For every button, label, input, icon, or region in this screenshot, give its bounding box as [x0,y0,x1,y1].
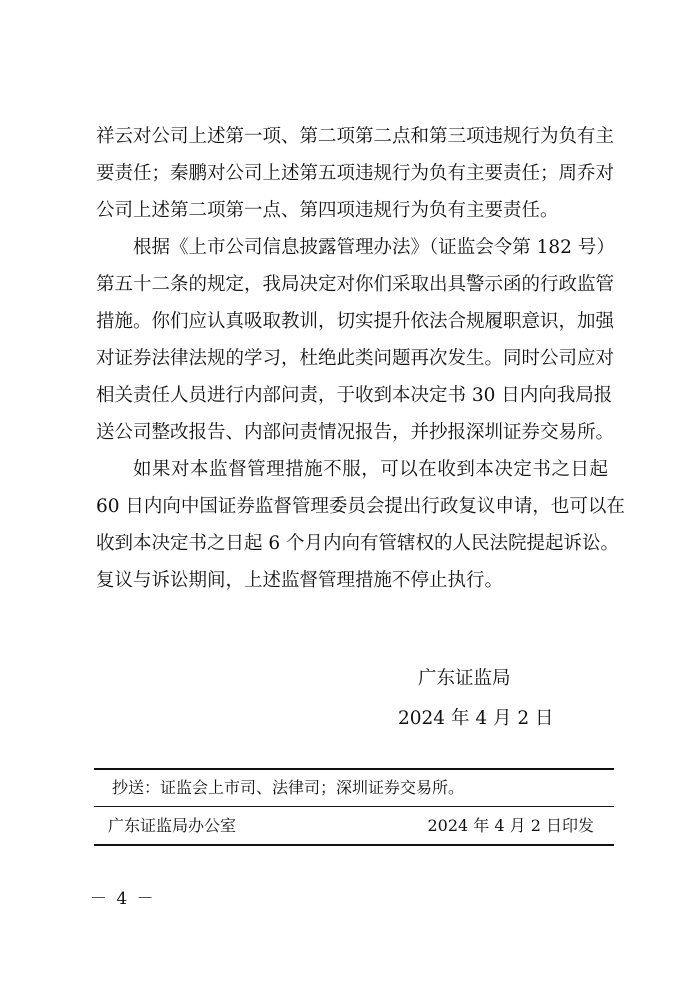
text-line: 如果对本监督管理措施不服，可以在收到本决定书之日起 [133,459,608,480]
text-line: 第五十二条的规定，我局决定对你们采取出具警示函的行政监管 [96,274,615,295]
footer-rule-top [94,768,614,770]
signature-date: 2024 年 4 月 2 日 [398,708,554,729]
footer-rule-bottom [94,844,614,846]
issue-date: 2024 年 4 月 2 日印发 [427,816,594,835]
paragraph-decision [96,229,615,451]
page-number: － 4 － [90,889,156,909]
cc-line: 抄送：证监会上市司、法律司；深圳证券交易所。 [112,778,465,797]
paragraph-responsibility [96,118,615,229]
footer-rule-middle [94,806,614,807]
text-line: 要责任；秦鹏对公司上述第五项违规行为负有主要责任；周乔对 [96,163,615,184]
text-line: 根据《上市公司信息披露管理办法》（证监会令第 182 号） [133,237,615,258]
text-line: 祥云对公司上述第一项、第二项第二点和第三项违规行为负有主 [96,126,615,147]
text-line: 60 日内向中国证券监督管理委员会提出行政复议申请，也可以在 [96,496,625,517]
text-line: 复议与诉讼期间，上述监督管理措施不停止执行。 [96,570,504,591]
text-line: 送公司整改报告、内部问责情况报告，并抄报深圳证券交易所。 [96,422,615,443]
signature-organization: 广东证监局 [418,668,511,689]
text-line: 措施。你们应认真吸取教训，切实提升依法合规履职意识，加强 [96,311,615,332]
text-line: 公司上述第二项第一点、第四项违规行为负有主要责任。 [96,200,559,221]
document-body [96,118,625,599]
text-line: 相关责任人员进行内部问责，于收到本决定书 30 日内向我局报 [96,385,613,406]
text-line: 收到本决定书之日起 6 个月内向有管辖权的人民法院提起诉讼。 [96,533,620,554]
issuing-office: 广东证监局办公室 [108,816,237,835]
text-line: 对证券法律法规的学习，杜绝此类问题再次发生。同时公司应对 [96,348,615,369]
paragraph-appeal [96,451,625,599]
